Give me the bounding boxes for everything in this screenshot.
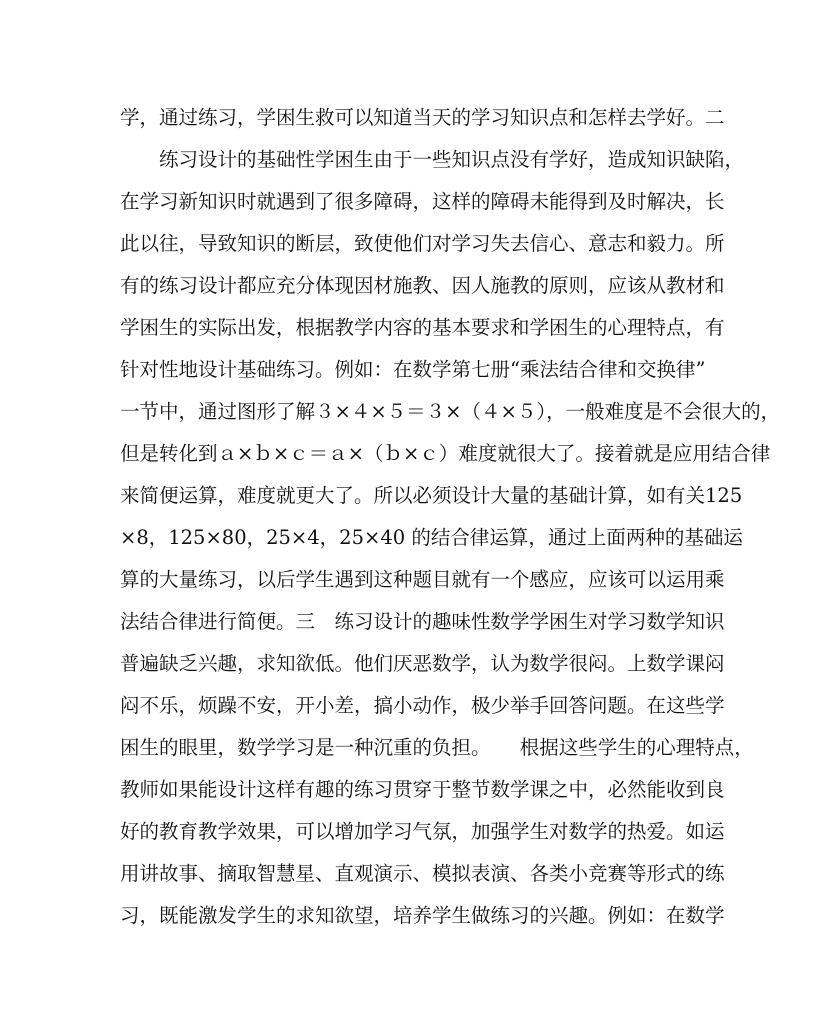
text-line: 有的练习设计都应充分体现因材施教、因人施教的原则，应该从教材和 xyxy=(120,274,725,297)
text-line: 学困生的实际出发，根据教学内容的基本要求和学困生的心理特点，有 xyxy=(120,316,725,339)
text-line: 用讲故事、摘取智慧星、直观演示、模拟表演、各类小竞赛等形式的练 xyxy=(120,862,725,885)
text-line: 练习设计的基础性学困生由于一些知识点没有学好，造成知识缺陷， xyxy=(120,148,745,171)
text-line: 法结合律进行简便。三 练习设计的趣味性数学学困生对学习数学知识 xyxy=(120,610,725,633)
text-line: 习，既能激发学生的求知欲望，培养学生做练习的兴趣。例如：在数学 xyxy=(120,904,725,927)
text-line: 来简便运算，难度就更大了。所以必须设计大量的基础计算，如有关125 xyxy=(120,484,743,507)
text-line: 算的大量练习，以后学生遇到这种题目就有一个感应，应该可以运用乘 xyxy=(120,568,725,591)
text-line: 一节中，通过图形了解３×４×５＝３×（４×５），一般难度是不会很大的， xyxy=(120,400,781,423)
text-line: ×8，125×80，25×4，25×40 的结合律运算，通过上面两种的基础运 xyxy=(120,526,743,549)
text-line: 但是转化到ａ×ｂ×ｃ＝ａ×（ｂ×ｃ）难度就很大了。接着就是应用结合律 xyxy=(120,442,771,465)
text-line: 在学习新知识时就遇到了很多障碍，这样的障碍未能得到及时解决，长 xyxy=(120,190,725,213)
text-line: 此以往，导致知识的断层，致使他们对学习失去信心、意志和毅力。所 xyxy=(120,232,725,255)
text-line: 好的教育教学效果，可以增加学习气氛，加强学生对数学的热爱。如运 xyxy=(120,820,725,843)
text-line: 学，通过练习，学困生救可以知道当天的学习知识点和怎样去学好。二 xyxy=(120,106,725,129)
text-line: 闷不乐，烦躁不安，开小差，搞小动作，极少举手回答问题。在这些学 xyxy=(120,694,725,717)
text-line: 困生的眼里，数学学习是一种沉重的负担。 根据这些学生的心理特点， xyxy=(120,736,754,759)
text-line: 教师如果能设计这样有趣的练习贯穿于整节数学课之中，必然能收到良 xyxy=(120,778,725,801)
text-line: 针对性地设计基础练习。例如：在数学第七册“乘法结合律和交换律” xyxy=(120,358,706,381)
text-line: 普遍缺乏兴趣，求知欲低。他们厌恶数学，认为数学很闷。上数学课闷 xyxy=(120,652,725,675)
